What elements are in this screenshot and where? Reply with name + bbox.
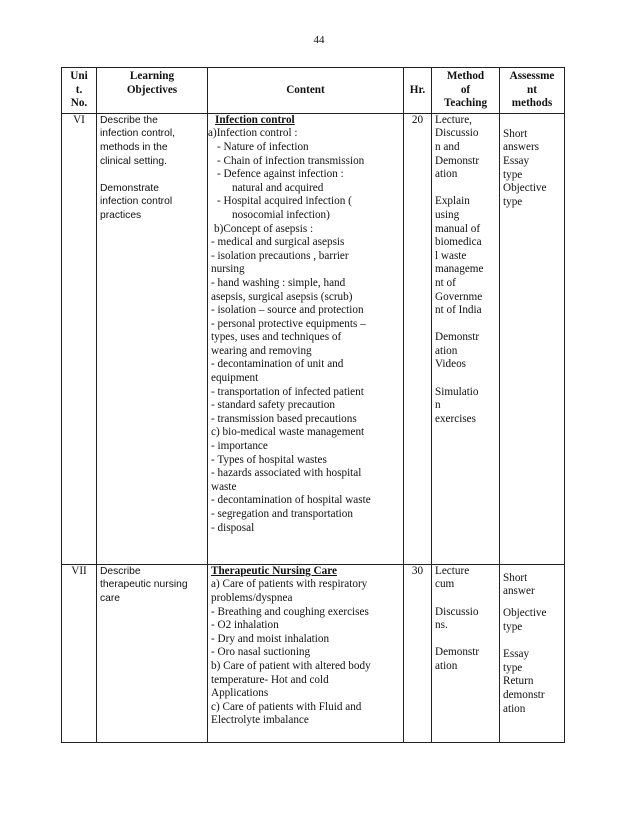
learning-objectives: Describe therapeutic nursing care (97, 564, 208, 742)
header-hours: Hr. (404, 68, 432, 114)
page-number: 44 (313, 34, 325, 46)
learning-objectives: Describe the infection control, methods in the clinical setting. Demonstrate infection control practices (97, 113, 208, 564)
content-title: Therapeutic Nursing Care (211, 564, 337, 577)
header-objectives: Learning Objectives (97, 68, 208, 114)
content-cell: Infection control a)Infection control : - Nature of infection - Chain of infection transmission - Defence against infection : natural and acquired - Hospital acquired infection ( nosocomial infection) b)Concept of asepsis : - medical and surgical asepsis - isolation precautions , barrier nursing - hand washing : simple, hand asepsis, surgical asepsis (scrub) - isolation – source and protection - personal protective equipments – types, uses and techniques of wearing and removing - decontamination of unit and equipment - transportation of infected patient - standard safety precaution - transmission based precautions c) bio-medical waste management - importance - Types of hospital wastes - hazards associated with hospital waste - decontamination of hospital waste - segregation and transportation - disposal (208, 113, 404, 564)
unit-number: VII (62, 564, 97, 742)
assessment-methods: Short answer Objective type Essay type Return demonstr ation (500, 564, 565, 742)
table-row (62, 564, 565, 742)
curriculum-table (61, 67, 565, 743)
content-cell: Therapeutic Nursing Care a) Care of patients with respiratory problems/dyspnea - Breathing and coughing exercises - O2 inhalation - Dry and moist inhalation - Oro nasal suctioning b) Care of patient with altered body temperature- Hot and cold Applications c) Care of patients with Fluid and Electrolyte imbalance (208, 564, 404, 742)
table-row (62, 113, 565, 564)
hours-value: 20 (404, 113, 432, 564)
teaching-methods: Lecture, Discussio n and Demonstr ation Explain using manual of biomedica l waste manageme nt of Governme nt of India Demonstr ation Videos Simulatio n exercises (432, 113, 500, 564)
table-header-row (62, 68, 565, 114)
unit-number: VI (62, 113, 97, 564)
hours-value: 30 (404, 564, 432, 742)
content-title: Infection control (215, 113, 295, 126)
header-content: Content (208, 68, 404, 114)
assessment-methods: Short answers Essay type Objective type (500, 113, 565, 564)
teaching-methods: Lecture cum Discussio ns. Demonstr ation (432, 564, 500, 742)
header-method: Method of Teaching (432, 68, 500, 114)
header-unit: Uni t. No. (62, 68, 97, 114)
header-assessment: Assessme nt methods (500, 68, 565, 114)
